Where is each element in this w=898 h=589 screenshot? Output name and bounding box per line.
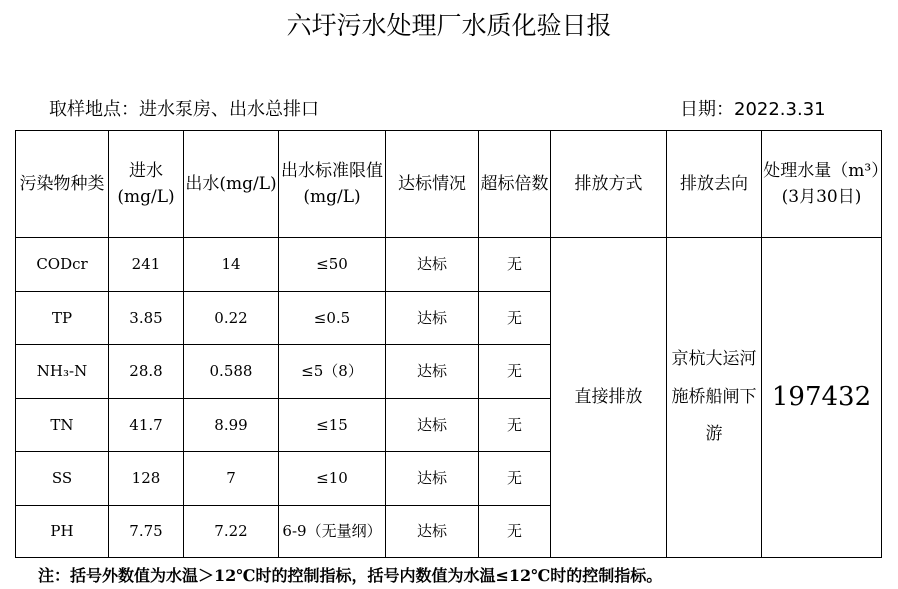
header-outflow: 出水(mg/L) [184,131,279,238]
header-pollutant: 污染物种类 [16,131,109,238]
cell-exceed: 无 [479,452,551,506]
cell-inflow: 7.75 [109,506,184,558]
cell-status: 达标 [386,292,479,345]
cell-pollutant: CODcr [16,238,109,292]
cell-pollutant: NH₃-N [16,345,109,399]
cell-status: 达标 [386,399,479,452]
cell-limit: ≤15 [279,399,386,452]
cell-pollutant: SS [16,452,109,506]
cell-inflow: 128 [109,452,184,506]
header-row [16,131,882,238]
cell-limit: ≤0.5 [279,292,386,345]
discharge-method: 直接排放 [551,238,667,558]
cell-status: 达标 [386,506,479,558]
cell-exceed: 无 [479,345,551,399]
cell-pollutant: TP [16,292,109,345]
header-limit: 出水标准限值(mg/L) [279,131,386,238]
treated-volume: 197432 [762,238,882,558]
cell-exceed: 无 [479,399,551,452]
cell-inflow: 28.8 [109,345,184,399]
footnote: 注：括号外数值为水温＞12℃时的控制指标，括号内数值为水温≤12℃时的控制指标。 [38,566,663,585]
header-volume: 处理水量（m³）(3月30日) [762,131,882,238]
cell-exceed: 无 [479,506,551,558]
discharge-destination: 京杭大运河施桥船闸下游 [667,238,762,558]
header-exceed: 超标倍数 [479,131,551,238]
cell-outflow: 7.22 [184,506,279,558]
cell-pollutant: TN [16,399,109,452]
cell-status: 达标 [386,452,479,506]
cell-limit: ≤10 [279,452,386,506]
water-quality-table [15,130,882,558]
cell-outflow: 0.22 [184,292,279,345]
header-status: 达标情况 [386,131,479,238]
table-row [16,238,882,292]
sampling-location: 取样地点：进水泵房、出水总排口 [49,99,319,120]
report-date: 日期：2022.3.31 [680,99,826,120]
cell-outflow: 8.99 [184,399,279,452]
cell-limit: ≤5（8） [279,345,386,399]
cell-pollutant: PH [16,506,109,558]
cell-limit: ≤50 [279,238,386,292]
cell-status: 达标 [386,345,479,399]
cell-outflow: 7 [184,452,279,506]
cell-outflow: 14 [184,238,279,292]
cell-outflow: 0.588 [184,345,279,399]
header-destination: 排放去向 [667,131,762,238]
cell-limit: 6-9（无量纲） [279,506,386,558]
cell-inflow: 41.7 [109,399,184,452]
report-title: 六圩污水处理厂水质化验日报 [286,11,612,40]
header-inflow: 进水(mg/L) [109,131,184,238]
cell-inflow: 241 [109,238,184,292]
cell-exceed: 无 [479,292,551,345]
cell-status: 达标 [386,238,479,292]
header-method: 排放方式 [551,131,667,238]
cell-inflow: 3.85 [109,292,184,345]
cell-exceed: 无 [479,238,551,292]
